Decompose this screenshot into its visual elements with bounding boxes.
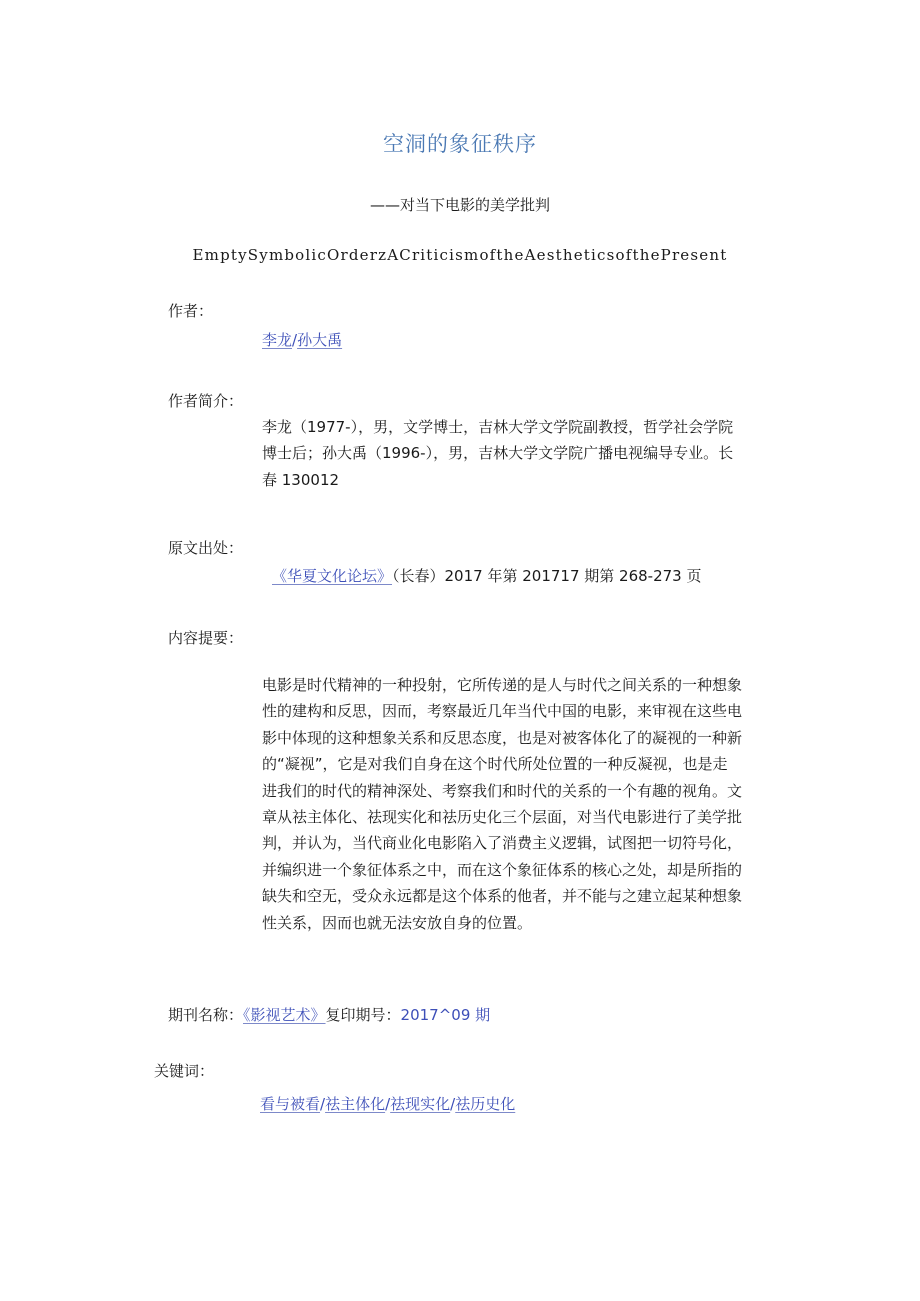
source-journal-link[interactable]: 《华夏文化论坛》	[272, 567, 393, 585]
keywords-label: 关键词：	[154, 1062, 215, 1080]
periodical-row	[168, 1004, 490, 1025]
abstract-line: 并编织进一个象征体系之中，而在这个象征体系的核心之处，却是所指的	[262, 860, 743, 879]
abstract-line: 电影是时代精神的一种投射，它所传递的是人与时代之间关系的一种想象	[262, 676, 743, 694]
keyword-link[interactable]: 祛主体化	[325, 1095, 386, 1113]
keyword-separator: /	[450, 1095, 456, 1113]
reprint-value: 2017^09 期	[400, 1006, 491, 1024]
periodical-label: 期刊名称：	[168, 1006, 244, 1024]
abstract-line: 章从祛主体化、祛现实化和祛历史化三个层面，对当代电影进行了美学批	[262, 807, 743, 826]
article-subtitle: ——对当下电影的美学批判	[369, 196, 550, 214]
periodical-name-link[interactable]: 《影视艺术》	[243, 1006, 326, 1024]
keyword-separator: /	[385, 1095, 391, 1113]
author-bio-line: 博士后；孙大禹（1996-），男，吉林大学文学院广播电视编导专业。长	[262, 444, 734, 463]
author-separator: /	[292, 331, 298, 349]
abstract-line: 性的建构和反思，因而，考察最近几年当代中国的电影，来审视在这些电	[262, 702, 743, 721]
english-title: EmptySymbolicOrderzACriticismoftheAestheticsofthePresent	[192, 246, 728, 264]
author-bio-text	[262, 414, 770, 493]
source-details: （长春）2017 年第 201717 期第 268-273 页	[392, 567, 702, 585]
author-bio-line: 春 130012	[262, 470, 340, 489]
source-value	[272, 565, 701, 586]
keyword-link[interactable]: 祛历史化	[455, 1095, 516, 1113]
author-label: 作者：	[168, 302, 214, 320]
abstract-line: 的“凝视”，它是对我们自身在这个时代所处位置的一种反凝视，也是走	[262, 755, 728, 774]
keyword-link[interactable]: 祛现实化	[390, 1095, 451, 1113]
source-label: 原文出处：	[168, 539, 244, 557]
article-title: 空洞的象征秩序	[383, 132, 537, 156]
keyword-link[interactable]: 看与被看	[260, 1095, 321, 1113]
abstract-line: 判，并认为，当代商业化电影陷入了消费主义逻辑，试图把一切符号化，	[262, 834, 743, 853]
abstract-label: 内容提要：	[168, 629, 244, 647]
abstract-line: 性关系，因而也就无法安放自身的位置。	[262, 913, 533, 932]
author-link-sun-dayu[interactable]: 孙大禹	[297, 331, 343, 349]
abstract-line: 缺失和空无，受众永远都是这个体系的他者，并不能与之建立起某种想象	[262, 887, 743, 906]
author-bio-line: 李龙（1977-），男，文学博士，吉林大学文学院副教授，哲学社会学院	[262, 418, 734, 436]
abstract-text	[262, 672, 770, 936]
reprint-label: 复印期号：	[325, 1006, 401, 1024]
abstract-line: 影中体现的这种想象关系和反思态度，也是对被客体化了的凝视的一种新	[262, 728, 743, 747]
abstract-line: 进我们的时代的精神深处、考察我们和时代的关系的一个有趣的视角。文	[262, 781, 743, 800]
author-link-li-long[interactable]: 李龙	[262, 331, 293, 349]
author-names	[262, 329, 342, 350]
keyword-separator: /	[320, 1095, 326, 1113]
keywords-list	[260, 1093, 515, 1114]
author-bio-label: 作者简介：	[168, 392, 244, 410]
